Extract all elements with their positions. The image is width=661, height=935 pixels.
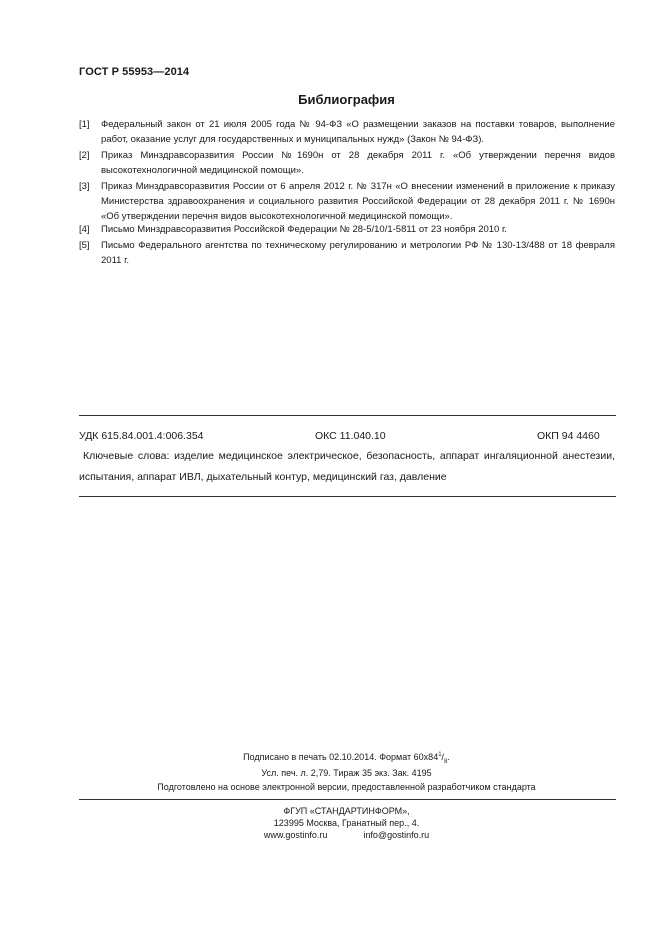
udk-code: УДК 615.84.001.4:006.354 — [79, 430, 204, 442]
keywords-text: Ключевые слова: изделие медицинское электрическое, безопасность, аппарат ингаляционной анестезии, испытания, аппарат ИВЛ, дыхательный контур, медицинский газ, давление — [79, 450, 615, 483]
bibliography-item-3 — [79, 179, 615, 224]
keywords — [79, 446, 615, 488]
ref-text: Федеральный закон от 21 июля 2005 года № 94-ФЗ «О размещении заказов на поставки товаров, выполнение работ, оказание услуг для государственных и муниципальных нужд» (Закон № 94-ФЗ). — [101, 119, 615, 145]
bibliography-item-1 — [79, 117, 615, 147]
ref-number: [4] — [79, 224, 90, 235]
prepared-note: Подготовлено на основе электронной версии, предоставленной разработчиком стандарта — [157, 782, 536, 792]
ref-text: Приказ Минздравсоразвития России от 6 апреля 2012 г. № 317н «О внесении изменений в приложение к приказу Министерства здравоохранения и социального развития Российской Федерации от 28 декабря 2011 г. № 1690н «Об утверждении перечня видов высокотехнологичной медицинской помощи». — [101, 181, 615, 222]
publisher-name: ФГУП «СТАНДАРТИНФОРМ», — [283, 806, 410, 816]
bibliography-item-5 — [79, 238, 615, 268]
document-code: ГОСТ Р 55953—2014 — [79, 66, 190, 78]
bibliography-title: Библиография — [298, 92, 395, 107]
divider-top — [79, 415, 616, 416]
okp-code: ОКП 94 4460 — [537, 430, 600, 442]
print-info: Усл. печ. л. 2,79. Тираж 35 экз. Зак. 4195 — [261, 768, 432, 778]
bibliography-item-4 — [79, 222, 615, 237]
ref-text: Письмо Федерального агентства по техническому регулированию и метрологии РФ № 130-13/488 от 18 февраля 2011 г. — [101, 240, 615, 266]
ref-number: [1] — [79, 119, 90, 130]
publisher-address: 123995 Москва, Гранатный пер., 4. — [273, 818, 420, 828]
publisher-contacts — [0, 829, 661, 842]
oks-code: ОКС 11.040.10 — [315, 430, 386, 442]
signed-line: Подписано в печать 02.10.2014. Формат $60x84^1/_8$. — [243, 752, 450, 765]
divider-imprint — [79, 799, 616, 800]
divider-bottom — [79, 496, 616, 497]
ref-number: [2] — [79, 150, 90, 161]
ref-number: [5] — [79, 240, 90, 251]
ref-text: Письмо Минздравсоразвития Российской Федерации № 28-5/10/1-5811 от 23 ноября 2010 г. — [101, 224, 507, 235]
ref-number: [3] — [79, 181, 90, 192]
website-link[interactable]: www.gostinfo.ru — [263, 830, 328, 840]
ref-text: Приказ Минздравсоразвития России №1690н от 28 декабря 2011 г. «Об утверждении перечня видов высокотехнологичной медицинской помощи». — [101, 150, 615, 176]
email-link[interactable]: info@gostinfo.ru — [363, 830, 430, 840]
bibliography-item-2 — [79, 148, 615, 178]
